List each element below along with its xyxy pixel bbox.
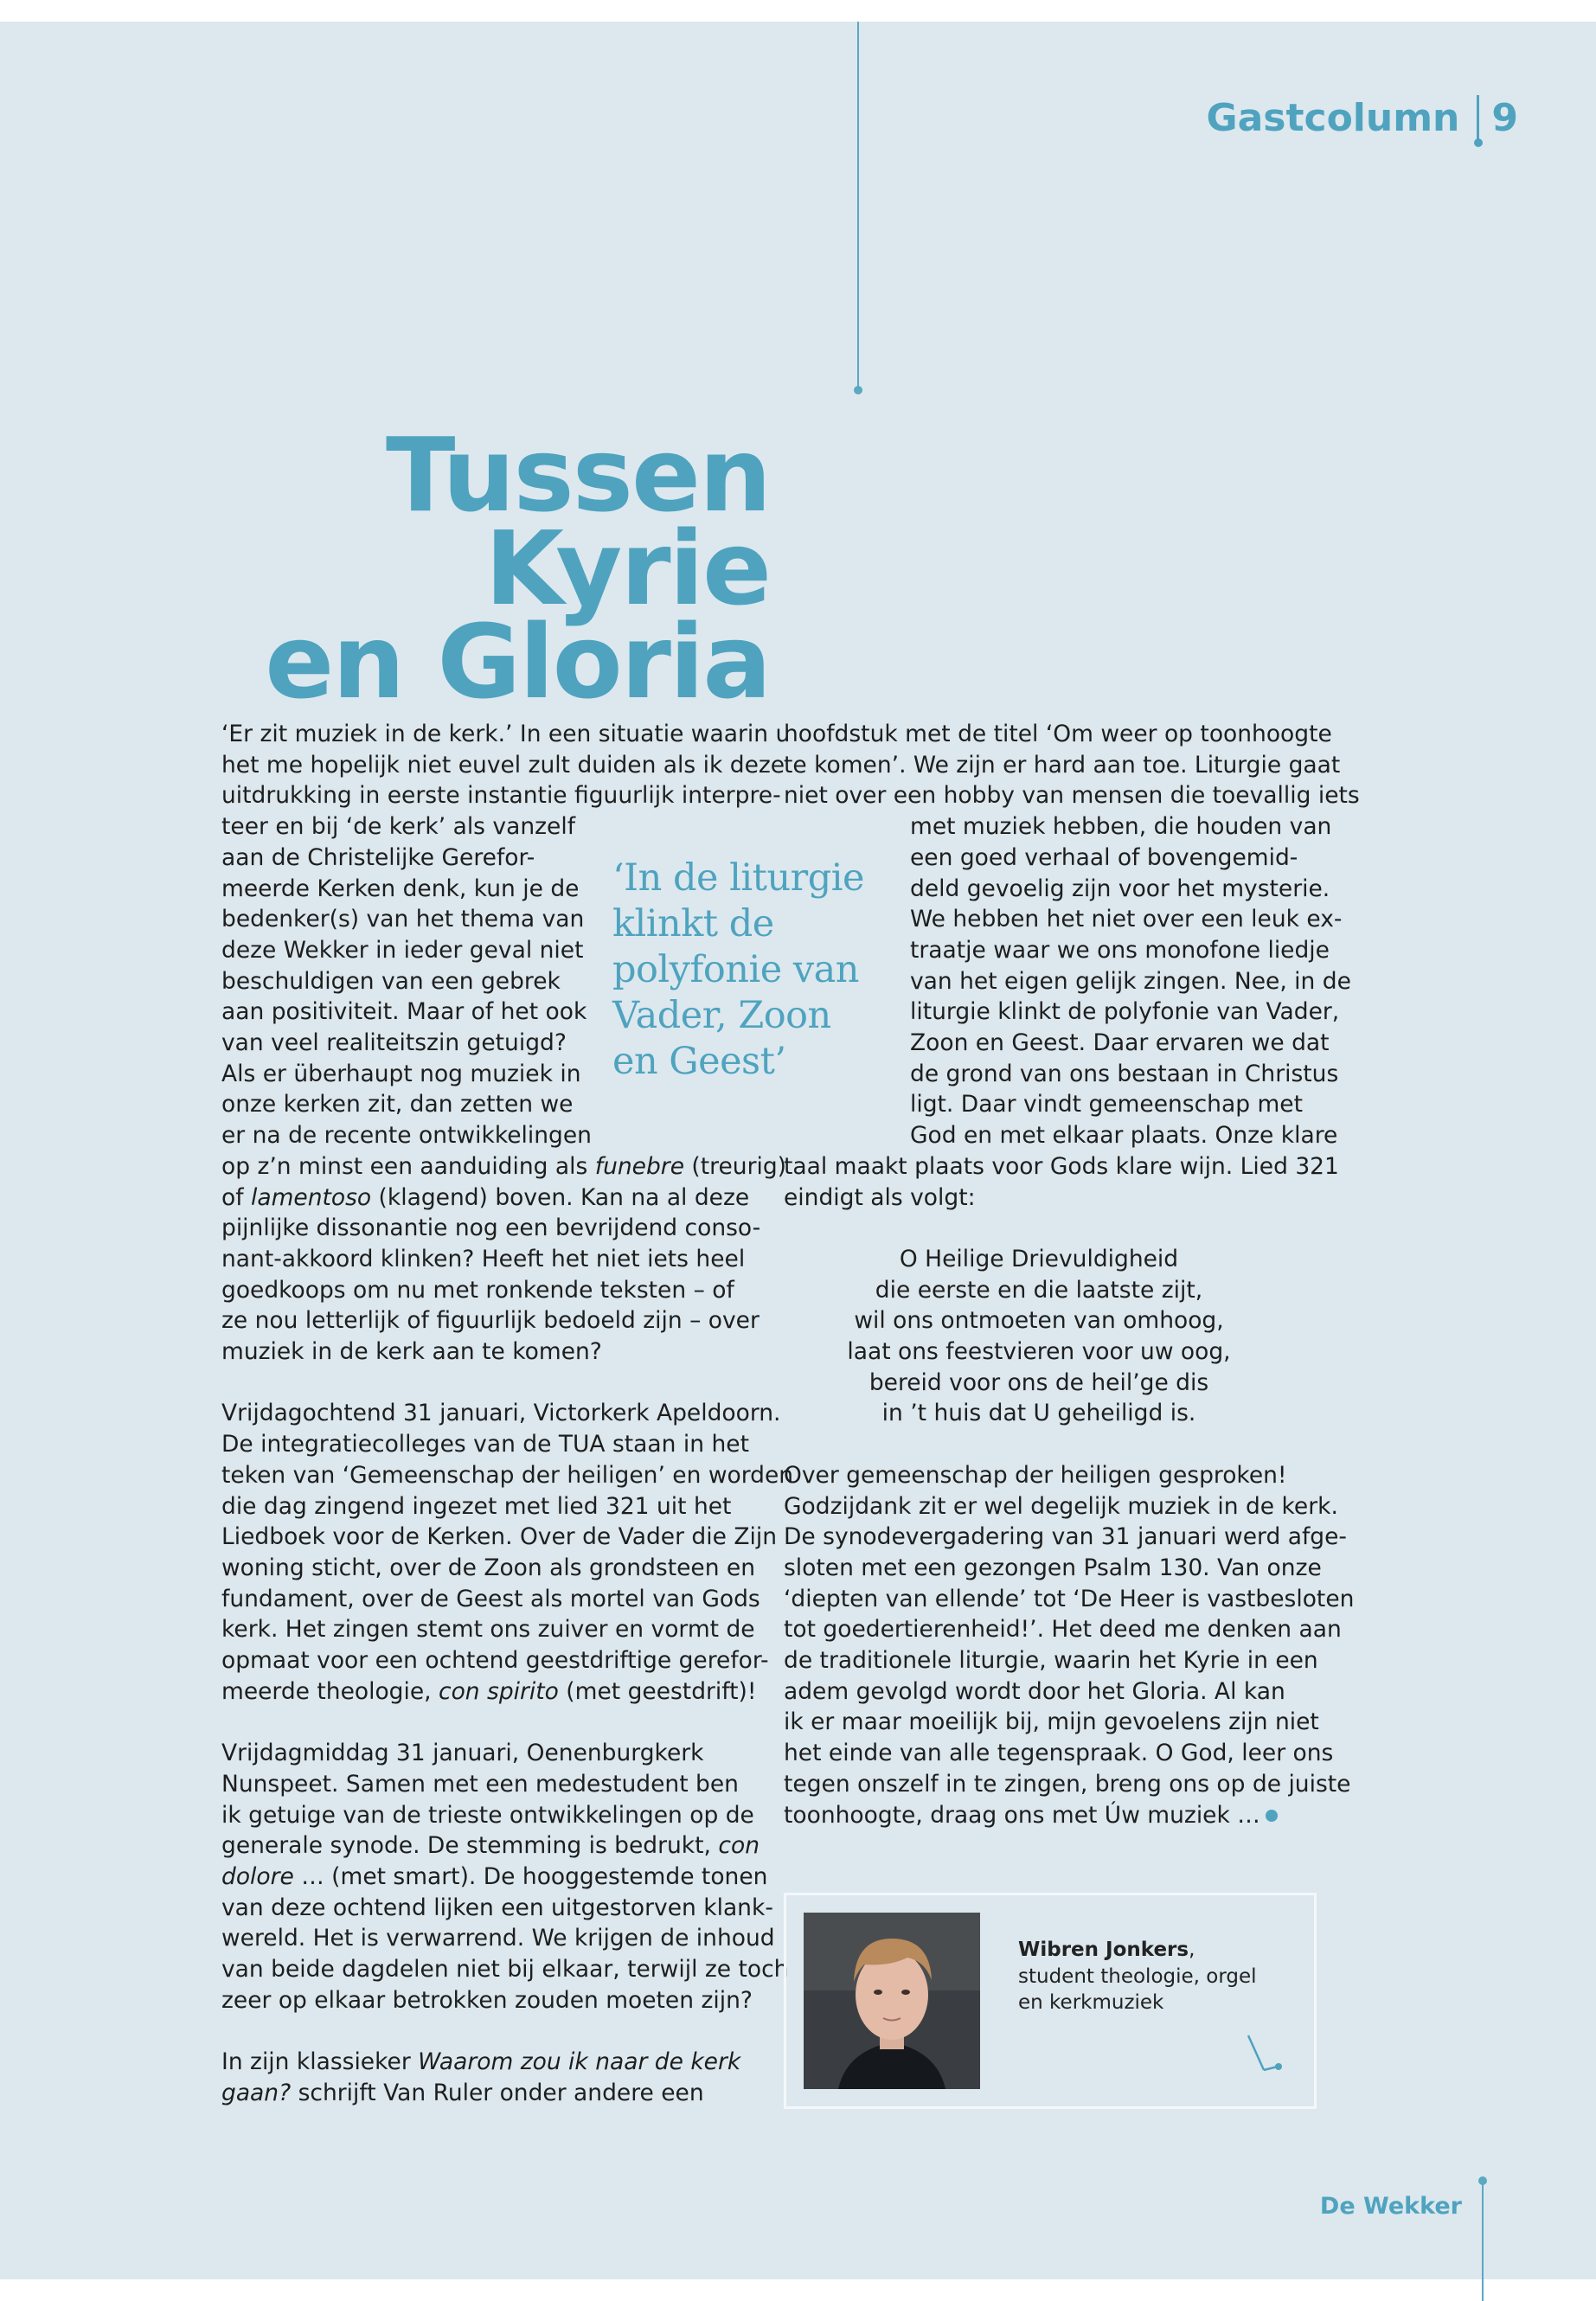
italic-term: con: [718, 1832, 760, 1860]
end-of-article-dot: [1266, 1810, 1278, 1822]
right-column: [784, 719, 1360, 1830]
text: In zijn klassieker: [221, 2048, 419, 2076]
paragraph-gap: [221, 1368, 749, 1399]
publication-name: De Wekker: [1319, 2193, 1462, 2220]
paragraph-gap: [221, 1707, 749, 1738]
text: Vrijdagmiddag 31 januari, Oenenburgkerk Nunspeet. Samen met een medestudent ben ik getuige van de trieste ontwikkelingen op de generale synode. De stemming is bedrukt,: [221, 1740, 754, 1860]
book-title: Waarom zou ik naar de kerk: [418, 2048, 741, 2076]
italic-term: dolore: [221, 1862, 294, 1890]
paragraph-closing: [784, 1460, 1355, 1830]
title-line-2: en Gloria: [265, 602, 770, 721]
magazine-page: [0, 22, 1596, 2279]
text: Vrijdagochtend 31 januari, Victorkerk Apeldoorn. De integratiecolleges van de TUA staan in het teken van ‘Gemeenschap der heiligen’ en worden die dag zingend ingezet met lied 321 uit het Liedboek voor de Kerken. Over de Vader die Zijn woning sticht, over de Zoon als grondsteen en fundament, over de Geest als mortel van Gods kerk. Het zingen stemt ons zuiver en vormt de opmaat voor een ochtend geestdriftige gerefor- meerde theologie,: [221, 1400, 794, 1705]
author-photo: [804, 1913, 980, 2089]
author-caption: [1018, 1937, 1257, 2016]
text: (met geestdrift)!: [558, 1677, 757, 1705]
paragraph-indented: met muziek hebben, die houden van een goed verhaal of bovengemid- deld gevoelig zijn voor het mysterie. We hebben het niet over een leuk ex- traatje waar we ons monofone liedje van het eigen gelijk zingen. Nee, in de liturgie klinkt de polyfonie van Vader, Zoon en Geest. Daar ervaren we dat de grond van ons bestaan in Christus ligt. Daar vindt gemeenschap met God en met elkaar plaats. Onze klare: [910, 813, 1351, 1150]
article-title: [112, 415, 770, 721]
paragraph-top: hoofdstuk met de titel ‘Om weer op toonhoogte te komen’. We zijn er hard aan toe. Liturgie gaat niet over een hobby van mensen die toevallig iets: [784, 721, 1360, 810]
bottom-rule-dot: [1478, 2176, 1487, 2185]
text: (treurig) of: [221, 1152, 786, 1211]
text: (klagend) boven. Kan na al deze pijnlijke dissonantie nog een bevrijdend conso- nant-akkoord klinken? Heeft het niet iets heel goedkoops om nu met ronkende teksten – of ze nou letterlijk of figuurlijk bedoeld zijn – over muziek in de kerk aan te komen?: [221, 1183, 761, 1366]
author-name: Wibren Jonkers: [1018, 1939, 1189, 1961]
author-name-suffix: ,: [1189, 1939, 1195, 1961]
top-vertical-rule: [857, 22, 859, 390]
italic-term: funebre: [594, 1152, 684, 1180]
paragraph-gap: [784, 1213, 1320, 1244]
pull-quote: ‘In de liturgie klinkt de polyfonie van Vader, Zoon en Geest’: [612, 856, 864, 1083]
top-rule-dot: [854, 386, 862, 394]
header-separator: [1477, 95, 1479, 140]
bottom-vertical-rule: [1482, 2180, 1484, 2301]
text: ‘Er zit muziek in de kerk.’ In een situatie waarin u het me hopelijk niet euvel zult duiden als ik deze uitdrukking in eerste instantie figuurlijk interpre- teer en bij ‘de kerk’ als vanzelf aan de Christelijke Gerefor- meerde Kerken denk, kun je de bedenker(s) van het thema van deze Wekker in ieder geval niet beschuldigen van een gebrek aan positiviteit. Maar of het ook van veel realiteitszin getuigd? Als er überhaupt nog muziek in onze kerken zit, dan zetten we er na de recente ontwikkelingen op z’n minst een aanduiding als: [221, 721, 791, 1180]
italic-term: con spirito: [439, 1677, 559, 1705]
text: Over gemeenschap der heiligen gesproken! Godzijdank zit er wel degelijk muziek in de kerk. De synodevergadering van 31 januari werd afge- sloten met een gezongen Psalm 130. Van onze ‘diepten van ellende’ tot ‘De Heer is vastbesloten tot goedertierenheid!’. Het deed me denken aan de traditionele liturgie, waarin het Kyrie in een adem gevolgd wordt door het Gloria. Al kan ik er maar moeilijk bij, mijn gevoelens zijn niet het einde van alle tegenspraak. O God, leer ons tegen onszelf in te zingen, breng ons op de juiste toonhoogte, draag ons met Úw muziek …: [784, 1461, 1355, 1829]
text: schrijft Van Ruler onder andere een: [291, 2079, 704, 2106]
page-number: 9: [1491, 95, 1518, 140]
author-portrait-illustration: [804, 1913, 980, 2089]
hymn-verse: O Heilige Drievuldigheid die eerste en die laatste zijt, wil ons ontmoeten van omhoog, laat ons feestvieren voor uw oog, bereid voor ons de heil’ge dis in ’t huis dat U geheiligd is.: [847, 1245, 1231, 1427]
author-description: student theologie, orgel en kerkmuziek: [1018, 1965, 1257, 2014]
book-title: gaan?: [221, 2079, 292, 2106]
paragraph-3: [221, 1738, 789, 2016]
text: … (met smart). De hooggestemde tonen van deze ochtend lijken een uitgestorven klank- wereld. Het is verwarrend. We krijgen de inhoud van beide dagdelen niet bij elkaar, terwijl ze toch zeer op elkaar betrokken zouden moeten zijn?: [221, 1862, 789, 2014]
page-header: [1206, 95, 1518, 140]
author-box: [784, 1893, 1317, 2109]
paragraph-bottom: taal maakt plaats voor Gods klare wijn. Lied 321 eindigt als volgt:: [784, 1152, 1339, 1211]
decorative-mark-icon: [1245, 2034, 1288, 2086]
paragraph-gap: [221, 2016, 749, 2048]
paragraph-4: [221, 2047, 749, 2108]
paragraph-gap: [784, 1429, 1320, 1460]
paragraph-2: [221, 1398, 794, 1707]
section-label: Gastcolumn: [1206, 95, 1460, 140]
italic-term: lamentoso: [250, 1183, 372, 1211]
title-line-1: Tussen Kyrie: [385, 415, 770, 628]
